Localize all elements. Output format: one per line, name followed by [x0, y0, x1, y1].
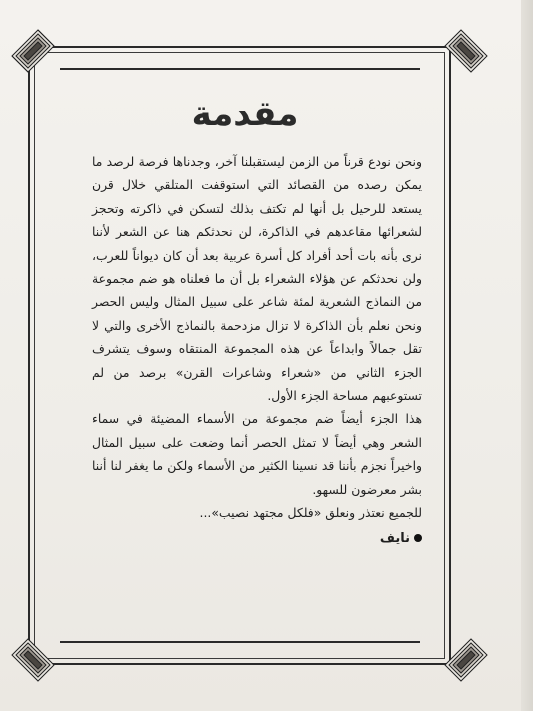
paragraph: ونحن نودع قرناً من الزمن ليستقبلنا آخر، وجدناها فرصة لرصد ما يمكن رصده من القصائد التي استوقفت المتلقي خلال قرن يستعد للرحيل بل أنها لم تكتف بذلك لتسكن في ذاكرته وتحجز لشعرائها مقاعدهم في الذاكرة، لن نحدثكم هنا عن الشعر لأننا نرى بأنه بات أحد أفراد كل أسرة عربية بعد أن كان ديواناً للعرب، ولن نحدثكم عن هؤلاء الشعراء بل أن ما فعلناه هو ضم مجموعة من النماذج الشعرية لمئة شاعر على سبيل المثال وليس الحصر ونحن نعلم بأن الذاكرة لا تزال مزدحمة بالنماذج الأخرى والتي لا تقل جمالاً وابداعاً عن هذه المجموعة المنتقاه وسوف يتشرف الجزء الثاني من «شعراء وشاعرات القرن» برصد من لم تستوعبهم مساحة الجزء الأول.	[92, 154, 422, 404]
author-signature	[92, 527, 422, 550]
page-edge	[521, 0, 533, 711]
page-title: مقدمة	[191, 94, 299, 134]
corner-ornament-icon	[8, 625, 68, 685]
frame-top-rule	[60, 68, 420, 70]
corner-ornament-icon	[8, 26, 68, 86]
introduction-text	[92, 150, 422, 610]
corner-ornament-icon	[431, 625, 491, 685]
paragraph: هذا الجزء أيضاً ضم مجموعة من الأسماء المضيئة في سماء الشعر وهي أيضاً لا تمثل الحصر أنما وضعت على سبيل المثال واخيراً نجزم بأننا قد نسينا الكثير من الأسماء ولكن ما يغفر لنا أننا بشر معرضون للسهو.	[92, 411, 422, 497]
corner-ornament-icon	[431, 26, 491, 86]
bullet-icon	[414, 534, 422, 542]
signature-name: نايف	[379, 530, 410, 546]
paragraph: للجميع نعتذر ونعلق «فلكل مجتهد نصيب»...	[199, 505, 422, 521]
frame-bottom-rule	[60, 641, 420, 643]
